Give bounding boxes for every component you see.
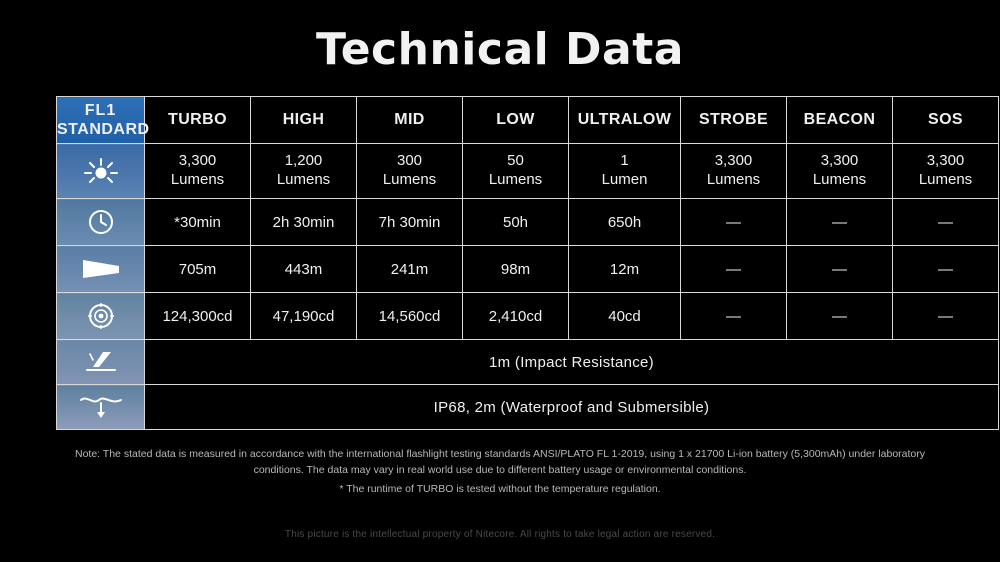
table-header-row: [57, 97, 999, 144]
runtime-strobe: —: [681, 199, 787, 246]
intensity-turbo: 124,300cd: [145, 293, 251, 340]
runtime-beacon: —: [787, 199, 893, 246]
lumens-turbo-unit: Lumens: [170, 171, 225, 188]
header-mode-ultralow: ULTRALOW: [569, 97, 681, 144]
runtime-high: 2h 30min: [251, 199, 357, 246]
lumens-mid-unit: Lumens: [382, 171, 437, 188]
runtime-low: 50h: [463, 199, 569, 246]
copyright-text: This picture is the intellectual property of Nitecore. All rights to take legal action are reserved.: [284, 529, 716, 540]
impact-resistance-icon: [57, 340, 145, 385]
lumens-high-value: 1,200: [284, 152, 323, 170]
lumens-beacon-value: 3,300: [820, 152, 859, 170]
intensity-low: 2,410cd: [463, 293, 569, 340]
runtime-ultralow: 650h: [569, 199, 681, 246]
lumens-sos: [893, 144, 999, 199]
lumens-mid: [357, 144, 463, 199]
lumens-low-value: 50: [507, 152, 524, 170]
lumens-strobe-value: 3,300: [714, 152, 753, 170]
beam-distance-mid: 241m: [357, 246, 463, 293]
table-row-peak-beam-intensity: [57, 293, 999, 340]
header-mode-low: LOW: [463, 97, 569, 144]
intensity-sos: —: [893, 293, 999, 340]
lumens-mid-value: 300: [396, 152, 423, 170]
lumens-high-unit: Lumens: [276, 171, 331, 188]
table-row-lumens: [57, 144, 999, 199]
lumens-ultralow: [569, 144, 681, 199]
sun-burst-icon: [57, 144, 145, 199]
lumens-ultralow-unit: Lumen: [601, 171, 648, 188]
waterproof-value: IP68, 2m (Waterproof and Submersible): [145, 385, 999, 430]
lumens-high: [251, 144, 357, 199]
header-mode-high: HIGH: [251, 97, 357, 144]
fl1-standard-header: [57, 97, 150, 144]
beam-distance-turbo: 705m: [145, 246, 251, 293]
clock-icon: [57, 199, 145, 246]
standard-label: STANDARD: [57, 121, 150, 138]
table-row-waterproof: [57, 385, 999, 430]
table-row-runtime: [57, 199, 999, 246]
footnote-line-1: Note: The stated data is measured in accordance with the international flashlight testing standards ANSI/PLATO FL 1-2019, using 1 x 21700 Li-ion battery (5,300mAh) under laboratory conditions. The data may vary in real world use due to different battery usage or environmental conditions.: [74, 448, 926, 477]
lumens-turbo: [145, 144, 251, 199]
intensity-ultralow: 40cd: [569, 293, 681, 340]
waterproof-icon: [57, 385, 145, 430]
lumens-sos-unit: Lumens: [918, 171, 973, 188]
lumens-low: [463, 144, 569, 199]
technical-data-table: [56, 96, 999, 430]
runtime-mid: 7h 30min: [357, 199, 463, 246]
beam-distance-ultralow: 12m: [569, 246, 681, 293]
beam-distance-low: 98m: [463, 246, 569, 293]
beam-distance-icon: [57, 246, 145, 293]
intensity-beacon: —: [787, 293, 893, 340]
beam-distance-sos: —: [893, 246, 999, 293]
lumens-low-unit: Lumens: [488, 171, 543, 188]
header-mode-sos: SOS: [893, 97, 999, 144]
header-mode-turbo: TURBO: [145, 97, 251, 144]
lumens-beacon-unit: Lumens: [812, 171, 867, 188]
lumens-turbo-value: 3,300: [178, 152, 217, 170]
footnote: [0, 446, 1000, 497]
footnote-line-2: * The runtime of TURBO is tested without the temperature regulation.: [339, 482, 661, 495]
spec-table-container: [56, 96, 973, 430]
intensity-high: 47,190cd: [251, 293, 357, 340]
lumens-beacon: [787, 144, 893, 199]
header-mode-strobe: STROBE: [681, 97, 787, 144]
lumens-sos-value: 3,300: [926, 152, 965, 170]
lumens-ultralow-value: 1: [620, 152, 629, 170]
table-row-impact-resistance: [57, 340, 999, 385]
intensity-strobe: —: [681, 293, 787, 340]
lumens-strobe-unit: Lumens: [706, 171, 761, 188]
beam-distance-high: 443m: [251, 246, 357, 293]
lumens-strobe: [681, 144, 787, 199]
runtime-turbo: *30min: [145, 199, 251, 246]
intensity-mid: 14,560cd: [357, 293, 463, 340]
impact-resistance-value: 1m (Impact Resistance): [145, 340, 999, 385]
peak-beam-intensity-icon: [57, 293, 145, 340]
table-row-beam-distance: [57, 246, 999, 293]
beam-distance-beacon: —: [787, 246, 893, 293]
fl1-label: FL1: [84, 101, 117, 119]
runtime-sos: —: [893, 199, 999, 246]
page-title: Technical Data: [316, 24, 684, 75]
header-mode-beacon: BEACON: [787, 97, 893, 144]
beam-distance-strobe: —: [681, 246, 787, 293]
header-mode-mid: MID: [357, 97, 463, 144]
